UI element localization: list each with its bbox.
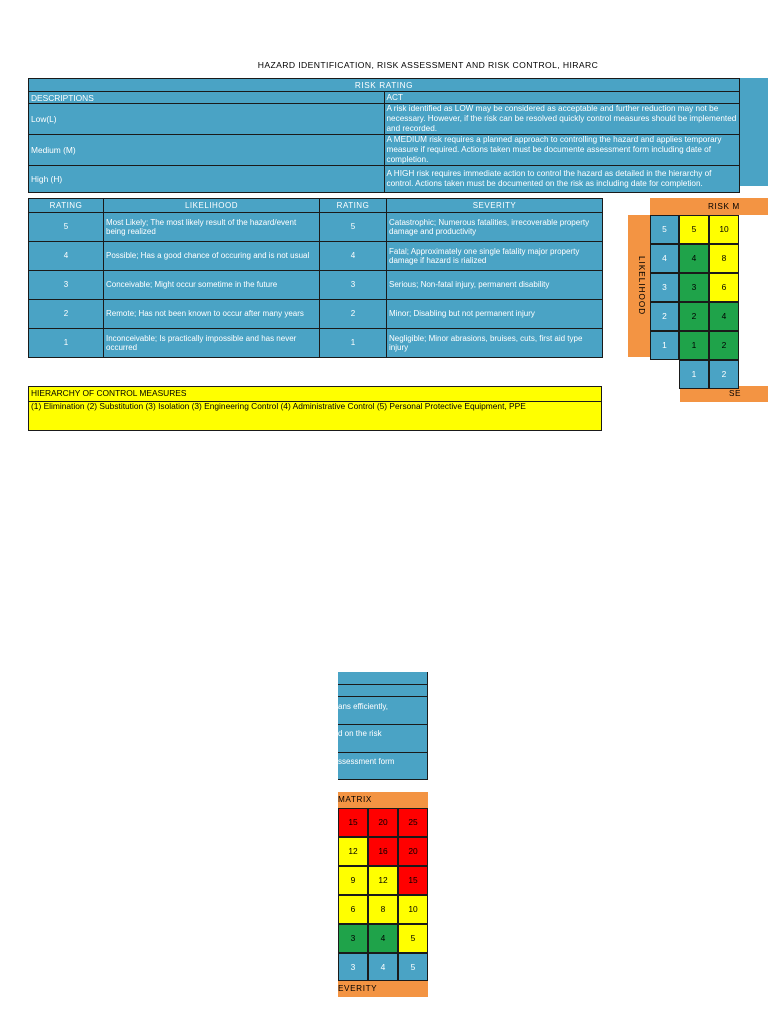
risk-rating-table (28, 78, 740, 193)
table-row (29, 271, 603, 300)
likelihood-header: LIKELIHOOD (104, 199, 320, 213)
page-title: HAZARD IDENTIFICATION, RISK ASSESSMENT AND RISK CONTROL, HIRARC (257, 60, 599, 70)
likelihood-rating: 4 (29, 242, 104, 271)
severity-rating: 3 (320, 271, 387, 300)
risk-score-cell: 16 (368, 837, 398, 866)
severity-header: SEVERITY (387, 199, 603, 213)
likelihood-value-cell: 2 (650, 302, 679, 331)
risk-score-cell: 8 (368, 895, 398, 924)
risk-score-cell: 4 (709, 302, 739, 331)
risk-level-action: A HIGH risk requires immediate action to control the hazard as detailed in the hierarchy of control. Actions taken must be documented on the risk as including date for completion. (384, 166, 740, 193)
risk-score-cell: 4 (679, 244, 709, 273)
severity-value-cell: 3 (338, 953, 368, 981)
likelihood-rating: 3 (29, 271, 104, 300)
risk-score-cell: 25 (398, 808, 428, 837)
likelihood-description: Conceivable; Might occur sometime in the future (104, 271, 320, 300)
table-divider (338, 696, 428, 697)
risk-rating-header: RISK RATING (29, 79, 740, 92)
likelihood-severity-table (28, 198, 603, 358)
risk-score-cell: 9 (338, 866, 368, 895)
matrix-header-continuation: MATRIX (338, 792, 428, 808)
risk-level-label: Medium (M) (29, 135, 385, 166)
likelihood-value-cell: 5 (650, 215, 679, 244)
severity-rating: 5 (320, 213, 387, 242)
severity-value-cell: 4 (368, 953, 398, 981)
hierarchy-table (28, 386, 602, 431)
risk-score-cell: 3 (338, 924, 368, 953)
act-header: ACT (384, 92, 740, 104)
risk-level-label: High (H) (29, 166, 385, 193)
severity-value-cell: 2 (709, 360, 739, 389)
risk-level-action: A MEDIUM risk requires a planned approach to controlling the hazard and applies temporary measure if required. Actions taken must be documente assessment form including date of completion. (384, 135, 740, 166)
risk-rating-overflow-band (740, 78, 768, 186)
table-row (29, 213, 603, 242)
likelihood-axis-label: LIKELIHOOD (637, 256, 646, 316)
risk-level-action: A risk identified as LOW may be considered as acceptable and further reduction may not be necessary. However, if the risk can be resolved quickly control measures should be implemented and recorded. (384, 104, 740, 135)
severity-description: Serious; Non-fatal injury, permanent disability (387, 271, 603, 300)
likelihood-description: Inconceivable; Is practically impossible and has never occurred (104, 329, 320, 358)
risk-rating-continuation (338, 672, 428, 780)
table-divider (338, 684, 428, 685)
risk-score-cell: 2 (709, 331, 739, 360)
severity-value-cell: 1 (679, 360, 709, 389)
risk-matrix-header: RISK M (650, 198, 768, 215)
risk-score-cell: 3 (679, 273, 709, 302)
continuation-text: d on the risk (338, 729, 382, 738)
risk-score-cell: 15 (338, 808, 368, 837)
likelihood-description: Most Likely; The most likely result of the hazard/event being realized (104, 213, 320, 242)
likelihood-rating: 1 (29, 329, 104, 358)
rating-header: RATING (29, 199, 104, 213)
risk-score-cell: 4 (368, 924, 398, 953)
hierarchy-text: (1) Elimination (2) Substitution (3) Isolation (3) Engineering Control (4) Administrative Control (5) Personal Protective Equipment, PPE (29, 402, 602, 431)
risk-score-cell: 20 (368, 808, 398, 837)
risk-score-cell: 5 (679, 215, 709, 244)
likelihood-description: Remote; Has not been known to occur after many years (104, 300, 320, 329)
continuation-text: ssessment form (338, 757, 395, 766)
risk-score-cell: 20 (398, 837, 428, 866)
severity-rating: 2 (320, 300, 387, 329)
likelihood-value-cell: 3 (650, 273, 679, 302)
severity-rating: 4 (320, 242, 387, 271)
risk-score-cell: 5 (398, 924, 428, 953)
descriptions-header: DESCRIPTIONS (29, 92, 385, 104)
risk-score-cell: 2 (679, 302, 709, 331)
continuation-text: ans efficiently, (338, 702, 388, 711)
risk-score-cell: 10 (398, 895, 428, 924)
likelihood-value-cell: 4 (650, 244, 679, 273)
table-row (29, 242, 603, 271)
likelihood-rating: 2 (29, 300, 104, 329)
table-row (29, 329, 603, 358)
risk-score-cell: 6 (709, 273, 739, 302)
severity-description: Minor; Disabling but not permanent injury (387, 300, 603, 329)
likelihood-rating: 5 (29, 213, 104, 242)
risk-score-cell: 15 (398, 866, 428, 895)
rating-header: RATING (320, 199, 387, 213)
risk-score-cell: 10 (709, 215, 739, 244)
severity-description: Negligible; Minor abrasions, bruises, cuts, first aid type injury (387, 329, 603, 358)
risk-score-cell: 12 (368, 866, 398, 895)
risk-score-cell: 1 (679, 331, 709, 360)
likelihood-description: Possible; Has a good chance of occuring and is not usual (104, 242, 320, 271)
severity-description: Fatal; Approximately one single fatality major property damage if hazard is rialized (387, 242, 603, 271)
severity-axis-label: SE (680, 386, 768, 402)
likelihood-value-cell: 1 (650, 331, 679, 360)
severity-value-cell: 5 (398, 953, 428, 981)
risk-score-cell: 6 (338, 895, 368, 924)
severity-description: Catastrophic; Numerous fatalities, irrecoverable property damage and productivity (387, 213, 603, 242)
risk-level-label: Low(L) (29, 104, 385, 135)
table-divider (338, 752, 428, 753)
hierarchy-title: HIERARCHY OF CONTROL MEASURES (29, 387, 602, 402)
table-row (29, 300, 603, 329)
severity-label-continuation: EVERITY (338, 981, 428, 997)
risk-score-cell: 8 (709, 244, 739, 273)
risk-score-cell: 12 (338, 837, 368, 866)
table-divider (338, 724, 428, 725)
severity-rating: 1 (320, 329, 387, 358)
